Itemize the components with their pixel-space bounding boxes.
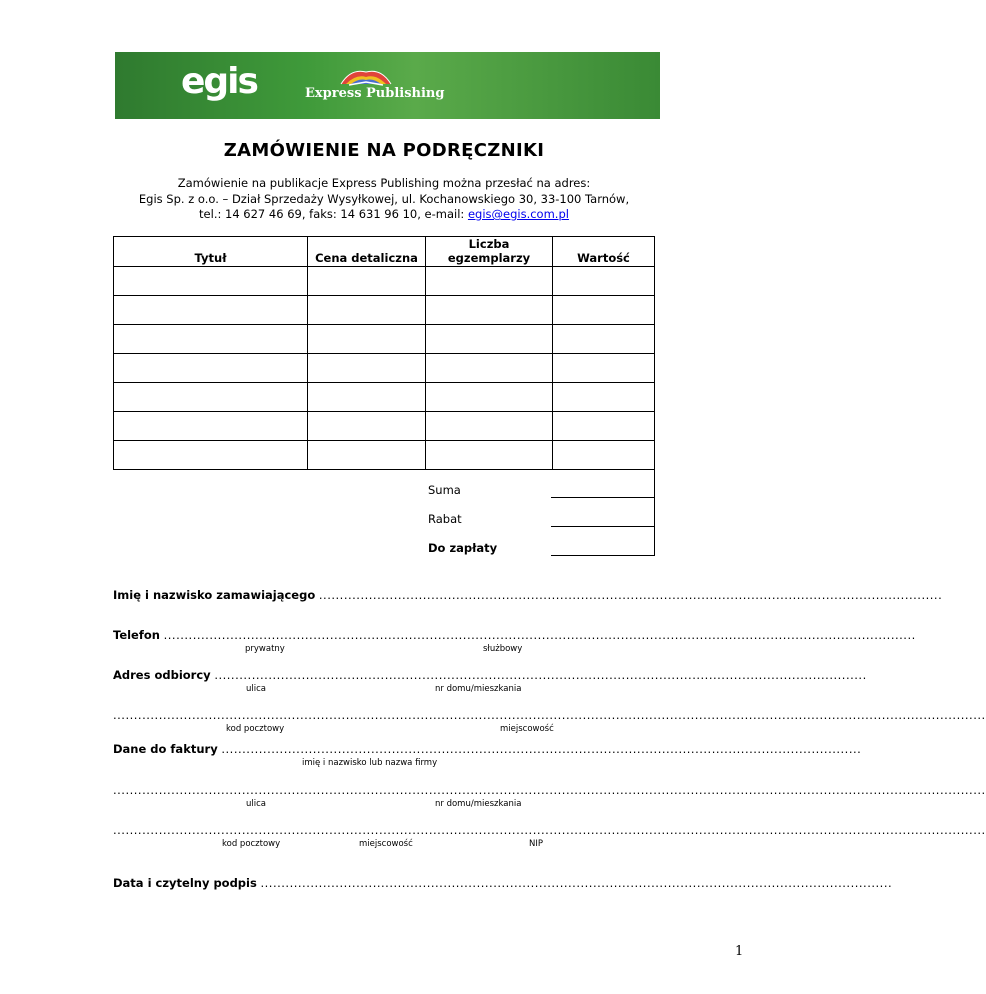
- orderer-name-field[interactable]: Imię i nazwisko zamawiającego ......................................................................................................................................................: [113, 588, 943, 602]
- hint-invoice-house-number: nr domu/mieszkania: [435, 799, 522, 809]
- col-header-title: Tytuł: [114, 237, 308, 267]
- invoice-address-line-2-field[interactable]: ..................................................................................................................................................................................................................: [113, 823, 986, 837]
- address-line-2-field[interactable]: ..................................................................................................................................................................................................................: [113, 708, 986, 722]
- cell-value[interactable]: [553, 325, 655, 354]
- orderer-name-label: Imię i nazwisko zamawiającego: [113, 588, 316, 602]
- cell-quantity[interactable]: [426, 441, 553, 470]
- hint-invoice-postcode: kod pocztowy: [222, 839, 281, 849]
- cell-title[interactable]: [114, 441, 308, 470]
- intro-line-1: Zamówienie na publikacje Express Publishing można przesłać na adres:: [177, 176, 591, 190]
- cell-price[interactable]: [308, 383, 426, 412]
- egis-logo: egis: [181, 61, 257, 102]
- invoice-label: Dane do faktury: [113, 742, 218, 756]
- address-label: Adres odbiorcy: [113, 668, 211, 682]
- cell-quantity[interactable]: [426, 412, 553, 441]
- cell-value[interactable]: [553, 412, 655, 441]
- summary-total-field[interactable]: [551, 543, 654, 556]
- table-row: [114, 441, 655, 470]
- cell-price[interactable]: [308, 325, 426, 354]
- intro-line-3: [0, 207, 768, 221]
- cell-title[interactable]: [114, 267, 308, 296]
- col-header-value: Wartość: [553, 237, 655, 267]
- page-title: ZAMÓWIENIE NA PODRĘCZNIKI: [223, 140, 545, 161]
- cell-price[interactable]: [308, 354, 426, 383]
- table-row: [114, 267, 655, 296]
- phone-label: Telefon: [113, 628, 160, 642]
- order-table: [113, 236, 655, 470]
- cell-quantity[interactable]: [426, 325, 553, 354]
- table-row: [114, 325, 655, 354]
- cell-quantity[interactable]: [426, 267, 553, 296]
- cell-price[interactable]: [308, 267, 426, 296]
- cell-value[interactable]: [553, 296, 655, 325]
- table-row: [114, 296, 655, 325]
- cell-quantity[interactable]: [426, 383, 553, 412]
- cell-price[interactable]: [308, 441, 426, 470]
- hint-phone-work: służbowy: [483, 644, 523, 654]
- summary-discount-label: Rabat: [428, 512, 462, 526]
- email-link[interactable]: egis@egis.com.pl: [467, 207, 569, 221]
- hint-invoice-name: imię i nazwisko lub nazwa firmy: [302, 758, 438, 768]
- cell-value[interactable]: [553, 441, 655, 470]
- table-row: [114, 412, 655, 441]
- cell-title[interactable]: [114, 383, 308, 412]
- cell-value[interactable]: [553, 354, 655, 383]
- phone-field[interactable]: Telefon .....................................................................................................................................................................................: [113, 628, 916, 642]
- table-row: [114, 383, 655, 412]
- header-banner: [115, 52, 660, 119]
- cell-title[interactable]: [114, 354, 308, 383]
- hint-city: miejscowość: [500, 724, 554, 734]
- express-publishing-text: Express Publishing: [305, 86, 445, 101]
- invoice-address-field[interactable]: ..................................................................................................................................................................................................................: [113, 783, 986, 797]
- summary-border: [654, 468, 655, 556]
- col-header-price: Cena detaliczna: [308, 237, 426, 267]
- table-row: [114, 354, 655, 383]
- hint-nip: NIP: [529, 839, 543, 849]
- summary-sum-label: Suma: [428, 483, 461, 497]
- cell-price[interactable]: [308, 412, 426, 441]
- hint-street: ulica: [246, 684, 266, 694]
- cell-title[interactable]: [114, 325, 308, 354]
- hint-phone-private: prywatny: [245, 644, 285, 654]
- address-field[interactable]: Adres odbiorcy .............................................................................................................................................................: [113, 668, 867, 682]
- invoice-field[interactable]: Dane do faktury ..........................................................................................................................................................: [113, 742, 862, 756]
- summary-sum-field[interactable]: [551, 485, 654, 498]
- cell-quantity[interactable]: [426, 354, 553, 383]
- signature-field[interactable]: Data i czytelny podpis ........................................................................................................................................................: [113, 876, 893, 890]
- hint-postcode: kod pocztowy: [226, 724, 285, 734]
- cell-quantity[interactable]: [426, 296, 553, 325]
- intro-line-2: Egis Sp. z o.o. – Dział Sprzedaży Wysyłkowej, ul. Kochanowskiego 30, 33-100 Tarnów,: [138, 192, 630, 206]
- cell-title[interactable]: [114, 296, 308, 325]
- table-header-row: [114, 237, 655, 267]
- contact-phones: tel.: 14 627 46 69, faks: 14 631 96 10, e-mail:: [199, 207, 468, 221]
- summary-total-label: Do zapłaty: [428, 541, 498, 555]
- hint-invoice-street: ulica: [246, 799, 266, 809]
- signature-label: Data i czytelny podpis: [113, 876, 257, 890]
- col-header-quantity: Liczba egzemplarzy: [426, 237, 553, 267]
- hint-house-number: nr domu/mieszkania: [435, 684, 522, 694]
- cell-title[interactable]: [114, 412, 308, 441]
- page-number: 1: [735, 944, 744, 959]
- cell-price[interactable]: [308, 296, 426, 325]
- cell-value[interactable]: [553, 267, 655, 296]
- hint-invoice-city: miejscowość: [359, 839, 413, 849]
- summary-discount-field[interactable]: [551, 514, 654, 527]
- cell-value[interactable]: [553, 383, 655, 412]
